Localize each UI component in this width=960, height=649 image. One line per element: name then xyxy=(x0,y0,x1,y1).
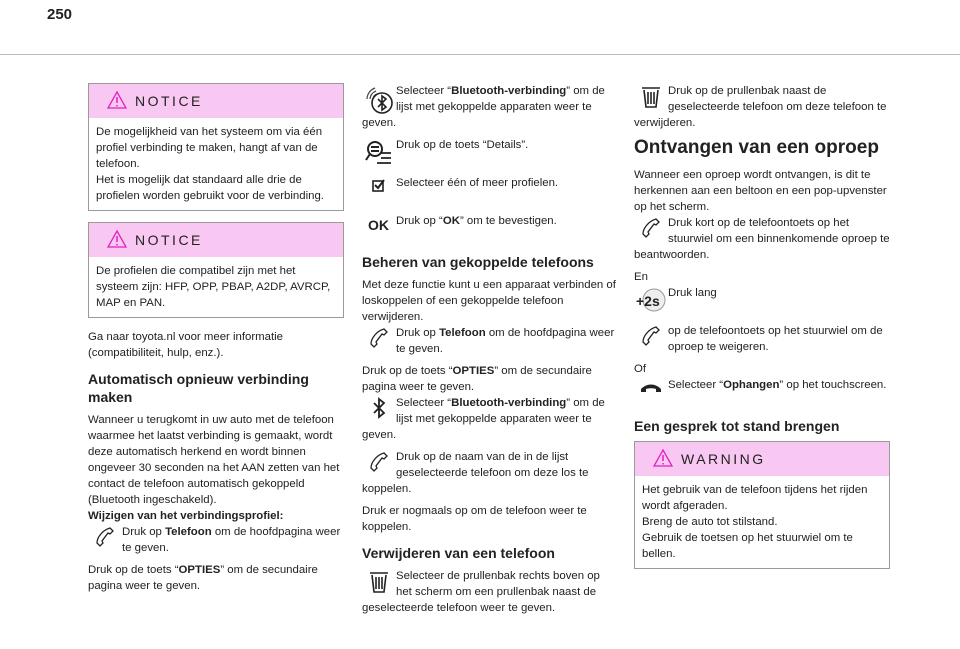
notice-line: De profielen die compatibel zijn met het systeem zijn: HFP, OPP, PBAP, A2DP, AVRCP, MAP en PAN. xyxy=(96,265,331,309)
warning-box xyxy=(634,441,890,569)
column-middle xyxy=(362,83,618,622)
bold-text: Bluetooth-verbinding xyxy=(451,85,567,97)
section-heading: Beheren van gekoppelde telefoons xyxy=(362,254,594,270)
notice-line: Breng de auto tot stilstand. xyxy=(642,516,778,528)
text-run: ” om de lijst met gekoppelde apparaten weer te geven. xyxy=(362,85,605,129)
details-icon xyxy=(362,137,396,169)
bluetooth-icon xyxy=(362,395,396,427)
phone-icon xyxy=(362,325,396,357)
hang-up-icon xyxy=(634,377,668,409)
text-run: Druk er nogmaals op om de telefoon weer te koppelen. xyxy=(362,505,587,533)
phone-icon xyxy=(362,449,396,481)
notice-title: NOTICE xyxy=(135,232,203,248)
bold-text: OPTIES xyxy=(452,365,495,377)
instruction-item xyxy=(362,449,618,497)
instruction-item xyxy=(634,83,890,131)
bold-text: Ophangen xyxy=(723,379,780,391)
text-run: Selecteer “ xyxy=(396,85,452,97)
paragraph xyxy=(634,361,890,377)
text-run: Selecteer de prullenbak rechts boven op het scherm om een prullenbak naast de geselecteerde telefoon weer te geven. xyxy=(362,570,600,614)
text-run: Druk op xyxy=(396,327,440,339)
text-run: Druk op de toets “ xyxy=(362,365,453,377)
trash-icon xyxy=(634,83,668,115)
paragraph xyxy=(634,269,890,285)
section-heading: Een gesprek tot stand brengen xyxy=(634,418,840,434)
bold-text: Telefoon xyxy=(165,526,212,538)
text-run: om de hoofdpagina weer te geven. xyxy=(396,327,615,355)
paragraph xyxy=(88,329,344,361)
instruction-item xyxy=(362,213,618,245)
text-run: Druk lang xyxy=(668,287,717,299)
instruction-item xyxy=(362,325,618,357)
bold-text: Bluetooth-verbinding xyxy=(451,397,567,409)
notice-body xyxy=(89,118,343,210)
text-run: Selecteer één of meer profielen. xyxy=(396,177,559,189)
instruction-item xyxy=(362,83,618,131)
header-divider xyxy=(0,54,960,55)
text-run: Selecteer “ xyxy=(668,379,724,391)
bold-text: OPTIES xyxy=(178,564,221,576)
notice-body xyxy=(635,476,889,568)
paragraph xyxy=(362,503,618,535)
trash-icon xyxy=(362,568,396,600)
text-run: Wanneer een oproep wordt ontvangen, is dit te herkennen aan een beltoon en een pop-upvenster op het scherm. xyxy=(634,169,887,213)
notice-header xyxy=(89,223,343,257)
text-run: ” om te bevestigen. xyxy=(459,215,557,227)
column-left xyxy=(88,83,344,603)
text-run: Druk op de naam van de in de lijst geselecteerde telefoon om deze los te koppelen. xyxy=(362,451,589,495)
phone-icon xyxy=(634,323,668,355)
bold-text: OK xyxy=(442,215,460,227)
notice-title: WARNING xyxy=(681,451,766,467)
text-run: Selecteer “ xyxy=(396,397,452,409)
svg-text:OK: OK xyxy=(368,217,389,233)
text-run: om de hoofdpagina weer te geven. xyxy=(122,526,341,554)
text-run: Ga naar toyota.nl voor meer informatie (compatibiliteit, hulp, enz.). xyxy=(88,331,283,359)
notice-box xyxy=(88,222,344,318)
paragraph xyxy=(88,412,344,508)
paragraph xyxy=(362,277,618,325)
notice-body xyxy=(89,257,343,317)
section-heading: Automatisch opnieuw verbinding maken xyxy=(88,371,309,405)
notice-title: NOTICE xyxy=(135,93,203,109)
column-right xyxy=(634,83,890,580)
paragraph xyxy=(634,167,890,215)
text-run: Druk op de prullenbak naast de geselecteerde telefoon om deze telefoon te verwijderen. xyxy=(634,85,887,129)
notice-header xyxy=(635,442,889,476)
notice-line: De mogelijkheid van het systeem om via één profiel verbinding te maken, hangt af van de telefoon. xyxy=(96,126,323,170)
notice-line: Het gebruik van de telefoon tijdens het rijden wordt afgeraden. xyxy=(642,484,868,512)
section-heading: Ontvangen van een oproep xyxy=(634,137,879,158)
text-run: Druk kort op de telefoontoets op het stuurwiel om een binnenkomende oproep te beantwoorden. xyxy=(634,217,890,261)
notice-line: Gebruik de toetsen op het stuurwiel om te bellen. xyxy=(642,532,853,560)
text-run: ” om de lijst met gekoppelde apparaten weer te geven. xyxy=(362,397,605,441)
text-run: Druk op “ xyxy=(396,215,443,227)
instruction-item xyxy=(88,524,344,556)
notice-header xyxy=(89,84,343,118)
instruction-item xyxy=(634,285,890,317)
phone-icon xyxy=(634,215,668,247)
instruction-item xyxy=(362,568,618,616)
instruction-item xyxy=(362,137,618,169)
svg-text:+2s: +2s xyxy=(636,293,660,309)
instruction-item xyxy=(362,395,618,443)
page-number: 250 xyxy=(47,6,73,23)
text-run: Druk op de toets “ xyxy=(88,564,179,576)
text-run: Wanneer u terugkomt in uw auto met de telefoon waarmee het laatst verbinding is gemaakt, wordt deze automatisch herkend en wordt binnen ongeveer 30 seconden na het AAN zetten van het contact de telefoon automatisch gekoppeld (Bluetooth ingeschakeld). xyxy=(88,414,340,506)
instruction-item xyxy=(362,175,618,207)
bold-text: Wijzigen van het verbindingsprofiel: xyxy=(88,510,284,522)
warning-icon xyxy=(107,91,127,112)
ok-icon xyxy=(362,213,396,245)
phone-icon xyxy=(88,524,122,556)
press-2s-icon xyxy=(634,285,668,317)
text-run: Met deze functie kunt u een apparaat verbinden of loskoppelen of een gekoppelde telefoon verwijderen. xyxy=(362,279,616,323)
text-run: ” op het touchscreen. xyxy=(779,379,887,391)
instruction-item xyxy=(634,215,890,263)
paragraph xyxy=(88,508,344,524)
text-run: ” om de secundaire pagina weer te geven. xyxy=(362,365,592,393)
notice-box xyxy=(88,83,344,211)
text-run: Of xyxy=(634,363,647,375)
text-run: Druk op de toets “Details”. xyxy=(396,139,529,151)
text-run: op de telefoontoets op het stuurwiel om de oproep te weigeren. xyxy=(668,325,883,353)
instruction-item xyxy=(634,323,890,355)
warning-icon xyxy=(653,449,673,470)
text-run: Druk op xyxy=(122,526,166,538)
instruction-item xyxy=(634,377,890,409)
paragraph xyxy=(362,363,618,395)
checkbox-icon xyxy=(362,175,396,207)
section-heading: Verwijderen van een telefoon xyxy=(362,545,555,561)
text-run: En xyxy=(634,271,648,283)
bluetooth-signal-icon xyxy=(362,83,396,115)
text-run: ” om de secundaire pagina weer te geven. xyxy=(88,564,318,592)
notice-line: Het is mogelijk dat standaard alle drie de profielen worden gebruikt voor de verbinding. xyxy=(96,174,324,202)
warning-icon xyxy=(107,230,127,251)
paragraph xyxy=(88,562,344,594)
bold-text: Telefoon xyxy=(439,327,486,339)
